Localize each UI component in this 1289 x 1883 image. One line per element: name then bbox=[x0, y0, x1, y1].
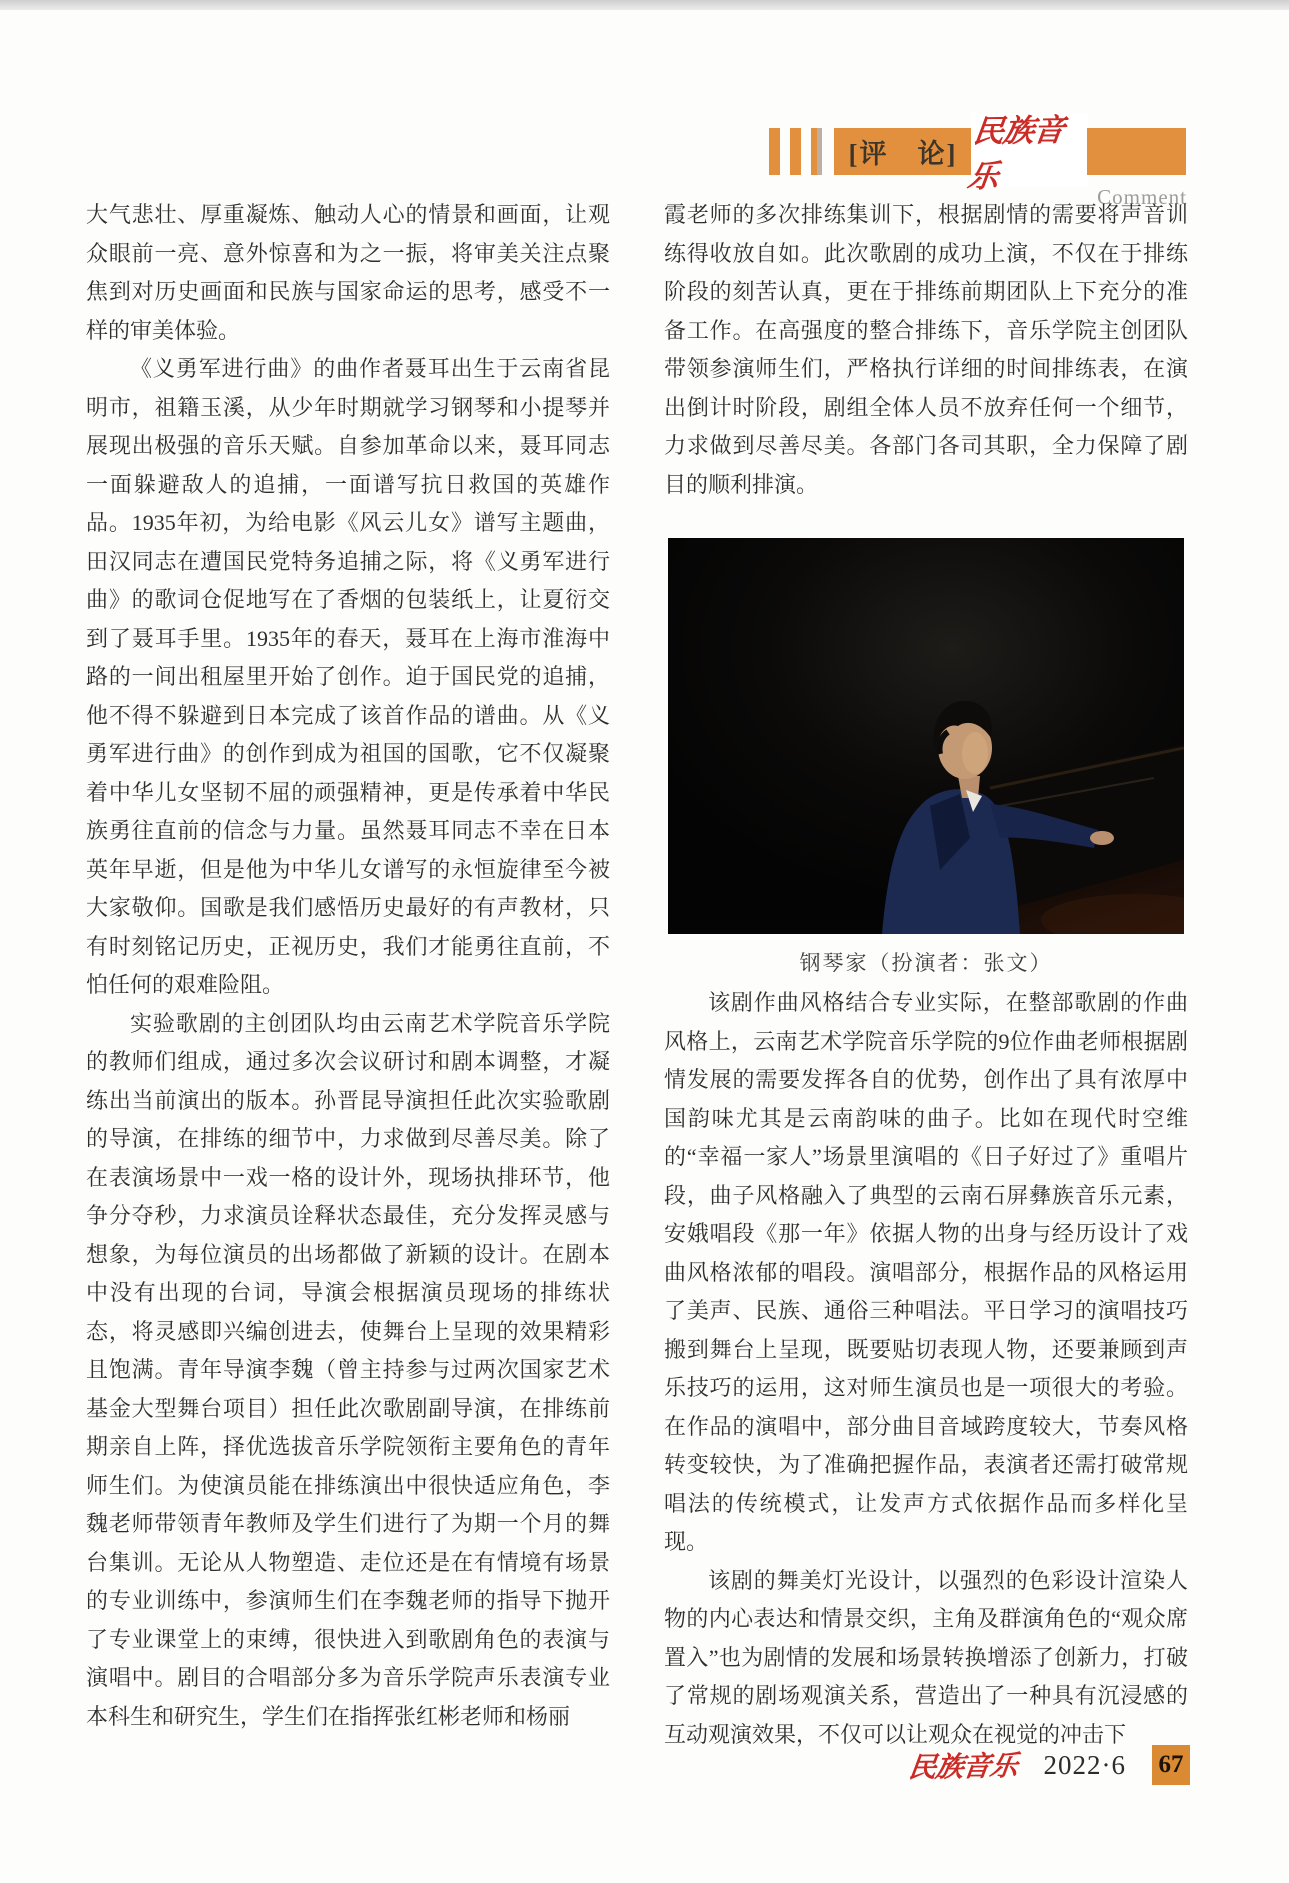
stripe-icon bbox=[811, 128, 822, 175]
pianist-illustration bbox=[668, 538, 1184, 934]
brand-logo: 民族音乐 bbox=[965, 112, 1066, 196]
right-column bbox=[664, 196, 1188, 1754]
pianist-photo bbox=[668, 538, 1184, 934]
section-label: [评 论] bbox=[848, 139, 958, 169]
comment-label: Comment bbox=[1097, 185, 1187, 209]
paragraph-continuation: 霞老师的多次排练集训下，根据剧情的需要将声音训练得收放自如。此次歌剧的成功上演，不仅在于排练阶段的刻苦认真，更在于排练前期团队上下充分的准备工作。在高强度的整合排练下，音乐学院主创团队带领参演师生们，严格执行详细的时间排练表，在演出倒计时阶段，剧组全体人员不放弃任何一个细节，力求做到尽善尽美。各部门各司其职，全力保障了剧目的顺利排演。 bbox=[664, 202, 1188, 497]
footer-issue: 2022·6 bbox=[1043, 1749, 1126, 1780]
photo-caption: 钢琴家（扮演者：张文） bbox=[799, 951, 1053, 975]
paragraph-continuation: 大气悲壮、厚重凝炼、触动人心的情景和画面，让观众眼前一亮、意外惊喜和为之一振，将审美关注点聚焦到对历史画面和民族与国家命运的思考，感受不一样的审美体验。 bbox=[86, 202, 610, 343]
paragraph: 该剧的舞美灯光设计，以强烈的色彩设计渲染人物的内心表达和情景交织，主角及群演角色的“观众席置入”也为剧情的发展和场景转换增添了创新力，打破了常规的剧场观演关系，营造出了一种具有沉浸感的互动观演效果，不仅可以让观众在视觉的冲击下 bbox=[664, 1567, 1188, 1747]
paragraph: 《义勇军进行曲》的曲作者聂耳出生于云南省昆明市，祖籍玉溪，从少年时期就学习钢琴和小提琴并展现出极强的音乐天赋。自参加革命以来，聂耳同志一面躲避敌人的追捕，一面谱写抗日救国的英雄作品。1935年初，为给电影《风云儿女》谱写主题曲，田汉同志在遭国民党特务追捕之际，将《义勇军进行曲》的歌词仓促地写在了香烟的包装纸上，让夏衍交到了聂耳手里。1935年的春天，聂耳在上海市淮海中路的一间出租屋里开始了创作。迫于国民党的追捕，他不得不躲避到日本完成了该首作品的谱曲。从《义勇军进行曲》的创作到成为祖国的国歌，它不仅凝聚着中华儿女坚韧不屈的顽强精神，更是传承着中华民族勇往直前的信念与力量。虽然聂耳同志不幸在日本英年早逝，但是他为中华儿女谱写的永恒旋律至今被大家敬仰。国歌是我们感悟历史最好的有声教材，只有时刻铭记历史，正视历史，我们才能勇往直前，不怕任何的艰难险阻。 bbox=[86, 356, 610, 997]
scan-edge-band bbox=[0, 0, 1289, 10]
footer-page-badge: 67 bbox=[1152, 1745, 1190, 1785]
footer-brand-logo: 民族音乐 bbox=[907, 1749, 1020, 1784]
section-label-badge bbox=[834, 128, 972, 175]
paragraph: 实验歌剧的主创团队均由云南艺术学院音乐学院的教师们组成，通过多次会议研讨和剧本调整，才凝练出当前演出的版本。孙晋昆导演担任此次实验歌剧的导演，在排练的细节中，力求做到尽善尽美。除了在表演场景中一戏一格的设计外，现场执排环节，他争分夺秒，力求演员诠释状态最佳，充分发挥灵感与想象，为每位演员的出场都做了新颖的设计。在剧本中没有出现的台词，导演会根据演员现场的排练状态，将灵感即兴编创进去，使舞台上呈现的效果精彩且饱满。青年导演李魏（曾主持参与过两次国家艺术基金大型舞台项目）担任此次歌剧副导演，在排练前期亲自上阵，择优选拔音乐学院领衔主要角色的青年师生们。为使演员能在排练演出中很快适应角色，李魏老师带领青年教师及学生们进行了为期一个月的舞台集训。无论从人物塑造、走位还是在有情境有场景的专业训练中，参演师生们在李魏老师的指导下抛开了专业课堂上的束缚，很快进入到歌剧角色的表演与演唱中。剧目的合唱部分多为音乐学院声乐表演专业本科生和研究生，学生们在指挥张红彬老师和杨丽 bbox=[86, 1010, 610, 1729]
header-stripes-icon bbox=[769, 128, 822, 175]
header-fill-block bbox=[1087, 128, 1186, 175]
paragraph: 该剧作曲风格结合专业实际，在整部歌剧的作曲风格上，云南艺术学院音乐学院的9位作曲老师根据剧情发展的需要发挥各自的优势，创作出了具有浓厚中国韵味尤其是云南韵味的曲子。比如在现代时空维的“幸福一家人”场景里演唱的《日子好过了》重唱片段，曲子风格融入了典型的云南石屏彝族音乐元素，安娥唱段《那一年》依据人物的出身与经历设计了戏曲风格浓郁的唱段。演唱部分，根据作品的风格运用了美声、民族、通俗三种唱法。平日学习的演唱技巧搬到舞台上呈现，既要贴切表现人物，还要兼顾到声乐技巧的运用，这对师生演员也是一项很大的考验。在作品的演唱中，部分曲目音域跨度较大，节奏风格转变较快，为了准确把握作品，表演者还需打破常规唱法的传统模式，让发声方式依据作品而多样化呈现。 bbox=[664, 990, 1188, 1554]
left-column bbox=[86, 196, 610, 1736]
footer bbox=[909, 1742, 1190, 1788]
brand-logo-patch bbox=[965, 112, 1088, 196]
stripe-icon bbox=[769, 128, 780, 175]
stripe-icon bbox=[790, 128, 801, 175]
